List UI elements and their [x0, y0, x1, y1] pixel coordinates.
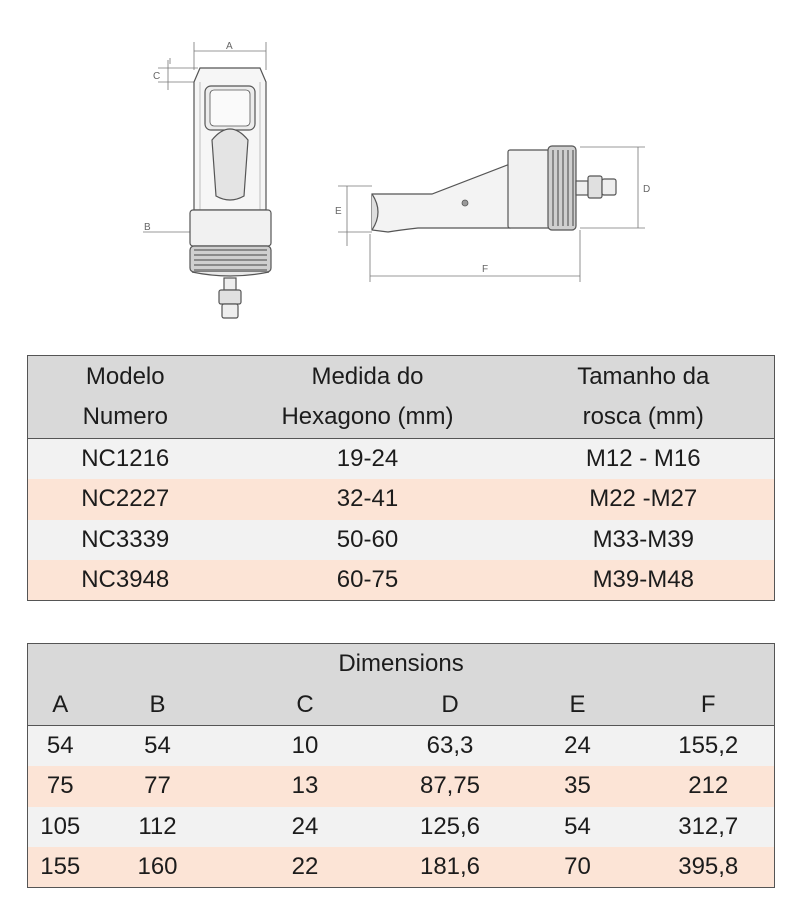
cell-d: 87,75 — [419, 772, 481, 800]
cell-hex: 50-60 — [336, 525, 399, 553]
cell-e: 54 — [564, 812, 591, 840]
cell-c: 24 — [291, 812, 319, 840]
cell-a: 105 — [40, 812, 81, 840]
cell-b: 160 — [137, 853, 178, 880]
cell-b: 54 — [144, 732, 171, 759]
cell-a: 155 — [40, 853, 81, 880]
table-row — [28, 520, 775, 561]
drawing-label-f: F — [482, 264, 489, 275]
header-line: rosca (mm) — [582, 403, 704, 430]
header-line: Numero — [82, 403, 168, 430]
cell-thread: M22 -M27 — [589, 485, 698, 513]
cell-e: 70 — [564, 853, 591, 880]
header-thread-size — [513, 356, 775, 439]
models-header-row — [28, 356, 775, 439]
cell-c: 13 — [291, 772, 319, 800]
cell-b: 112 — [138, 812, 177, 840]
header-line: Modelo — [85, 363, 165, 390]
cell-e: 35 — [564, 772, 591, 800]
cell-b: 77 — [144, 772, 171, 800]
header-c: C — [296, 690, 314, 718]
header-line: Tamanho da — [577, 363, 710, 390]
cell-a: 75 — [46, 772, 74, 800]
cell-e: 24 — [564, 732, 591, 759]
cell-hex: 32-41 — [336, 485, 399, 513]
cell-hex: 60-75 — [336, 566, 399, 593]
table-row — [28, 439, 775, 480]
header-b: B — [149, 690, 166, 718]
front-view-drawing — [143, 42, 271, 318]
cell-d: 125,6 — [419, 812, 481, 840]
technical-drawings — [0, 0, 800, 340]
header-line: Hexagono (mm) — [281, 403, 454, 430]
cell-model: NC3948 — [81, 566, 170, 593]
cell-f: 212 — [688, 772, 729, 800]
cell-c: 22 — [291, 853, 319, 880]
table-row — [28, 807, 775, 848]
cell-c: 10 — [291, 732, 319, 759]
drawing-label-e: E — [335, 206, 342, 217]
cell-model: NC2227 — [81, 485, 170, 513]
header-f: F — [700, 690, 716, 718]
side-view-drawing — [338, 146, 645, 282]
drawing-label-a: A — [226, 41, 233, 52]
cell-f: 312,7 — [678, 812, 739, 840]
cell-f: 395,8 — [678, 853, 739, 880]
header-line: Medida do — [311, 363, 424, 390]
header-d: D — [441, 690, 459, 718]
drawing-label-c: C — [153, 71, 161, 82]
cell-thread: M33-M39 — [592, 525, 694, 553]
dimensions-title: Dimensions — [338, 650, 464, 678]
table-row — [28, 560, 775, 601]
cell-a: 54 — [46, 732, 74, 759]
dimensions-title-row — [28, 644, 775, 685]
header-e: E — [569, 690, 586, 718]
cell-thread: M39-M48 — [592, 566, 694, 593]
cell-thread: M12 - M16 — [585, 445, 701, 472]
cell-d: 63,3 — [426, 732, 474, 759]
table-row — [28, 766, 775, 807]
header-hex-size — [223, 356, 513, 439]
cell-model: NC1216 — [81, 445, 170, 472]
tool-drawing — [0, 0, 800, 340]
cell-f: 155,2 — [678, 732, 739, 759]
drawing-label-d: D — [643, 184, 651, 195]
dimensions-table — [27, 643, 775, 888]
drawing-label-b: B — [144, 222, 151, 233]
header-model-number — [28, 356, 223, 439]
table-row — [28, 726, 775, 767]
table-row — [28, 479, 775, 520]
cell-d: 181,6 — [419, 853, 481, 880]
dimensions-header-row — [28, 685, 775, 726]
table-row — [28, 847, 775, 888]
cell-model: NC3339 — [81, 525, 170, 553]
models-table — [27, 355, 775, 601]
header-a: A — [52, 690, 69, 718]
cell-hex: 19-24 — [336, 445, 399, 472]
